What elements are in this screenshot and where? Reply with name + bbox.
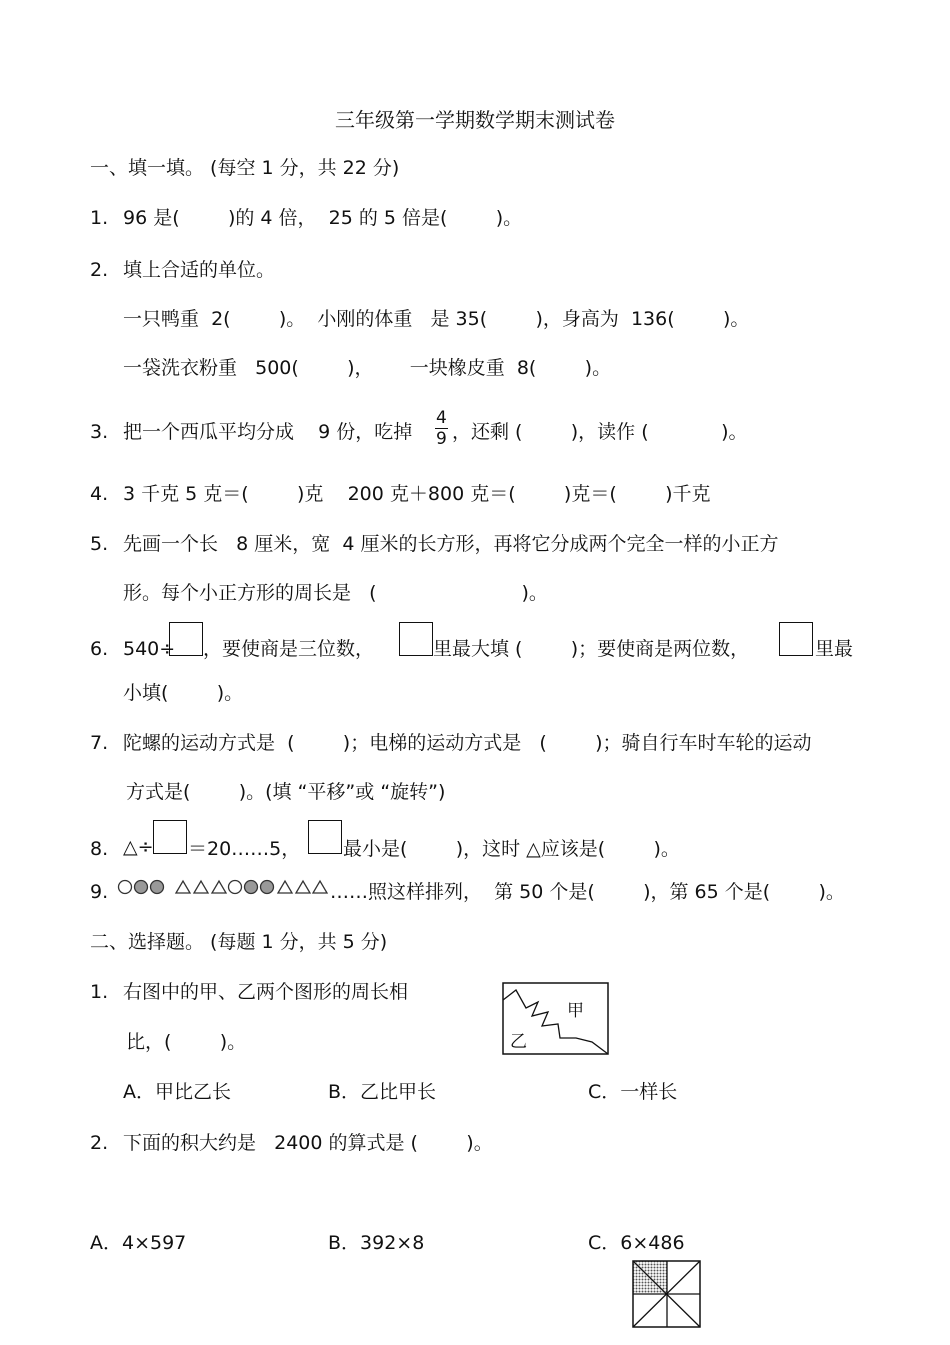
fraction-numerator: 4 [436, 408, 447, 428]
blank-box [153, 820, 187, 854]
q4-number: 4. [90, 483, 109, 505]
circle-filled-icon [151, 881, 164, 894]
circle-hollow-icon [119, 881, 132, 894]
c2-option-c: C．6×486 [588, 1232, 685, 1254]
q9-text: ……照这样排列， 第 50 个是( )，第 65 个是( )。 [330, 881, 845, 903]
blank-box [399, 622, 433, 656]
q6-line2: 小填( )。 [123, 682, 244, 704]
q1-text: 96 是( )的 4 倍， 25 的 5 倍是( )。 [123, 207, 523, 229]
q7-number: 7. [90, 732, 109, 754]
q7-line1: 陀螺的运动方式是 ( )；电梯的运动方式是 ( )；骑自行车时车轮的运动 [123, 732, 812, 754]
q3-text-pre: 把一个西瓜平均分成 9 份，吃掉 [123, 421, 413, 443]
q1-number: 1. [90, 207, 109, 229]
q2-line1: 一只鸭重 2( )。 小刚的体重 是 35( )，身高为 136( )。 [123, 308, 750, 330]
section-heading-choice: 二、选择题。 (每题 1 分，共 5 分) [90, 931, 388, 953]
blank-box [308, 820, 342, 854]
circle-filled-icon [245, 881, 258, 894]
circle-hollow-icon [229, 881, 242, 894]
c2-option-a: A．4×597 [90, 1232, 187, 1254]
page-title: 三年级第一学期数学期末测试卷 [335, 108, 615, 132]
q7-line2: 方式是( )。(填 “平移”或 “旋转”) [126, 781, 446, 803]
label-yi: 乙 [510, 1032, 527, 1052]
fraction-four-ninths [435, 408, 448, 449]
q8-number: 8. [90, 838, 109, 860]
q2-text: 填上合适的单位。 [123, 259, 276, 281]
c1-number: 1. [90, 981, 109, 1003]
triangle-icon [212, 881, 226, 893]
q6-number: 6. [90, 638, 109, 660]
triangle-icon [296, 881, 310, 893]
fraction-grid-figure [632, 1260, 702, 1328]
triangle-icon [194, 881, 208, 893]
q2-number: 2. [90, 259, 109, 281]
c1-option-c: C．一样长 [588, 1081, 678, 1103]
section-heading-fill: 一、填一填。 (每空 1 分，共 22 分) [90, 157, 400, 179]
circle-filled-icon [261, 881, 274, 894]
fraction-denominator: 9 [436, 429, 447, 449]
c2-text: 下面的积大约是 2400 的算式是 ( )。 [123, 1132, 493, 1154]
q3-number: 3. [90, 421, 109, 443]
q4-text: 3 千克 5 克＝( )克 200 克＋800 克＝( )克＝( )千克 [123, 483, 711, 505]
q5-line2: 形。每个小正方形的周长是 ( )。 [123, 582, 548, 604]
triangle-icon [278, 881, 292, 893]
label-jia: 甲 [567, 1001, 584, 1021]
c2-option-b: B．392×8 [328, 1232, 425, 1254]
blank-box [169, 622, 203, 656]
c1-option-b: B．乙比甲长 [328, 1081, 437, 1103]
q2-line2: 一袋洗衣粉重 500( )， 一块橡皮重 8( )。 [123, 357, 612, 379]
blank-box [779, 622, 813, 656]
q6-text-b: ，要使商是三位数， [203, 638, 375, 660]
q9-number: 9. [90, 881, 109, 903]
triangle-icon [176, 881, 190, 893]
q8-text-c: 最小是( )，这时 △应该是( )。 [343, 838, 680, 860]
q6-text-d: 里最 [815, 638, 854, 660]
c1-option-a: A．甲比乙长 [123, 1081, 231, 1103]
triangle-icon [313, 881, 327, 893]
c2-number: 2. [90, 1132, 109, 1154]
c1-line1: 右图中的甲、乙两个图形的周长相 [123, 981, 409, 1003]
q5-number: 5. [90, 533, 109, 555]
c1-line2: 比，( )。 [126, 1031, 247, 1053]
q8-text-b: ＝20……5， [188, 838, 301, 860]
q8-text-a: △÷ [123, 836, 154, 858]
shape-sequence [116, 878, 328, 896]
q3-text-post: ，还剩 ( )，读作 ( )。 [452, 421, 748, 443]
circle-filled-icon [135, 881, 148, 894]
q6-text-c: 里最大填 ( )；要使商是两位数， [433, 638, 750, 660]
q5-line1: 先画一个长 8 厘米，宽 4 厘米的长方形，再将它分成两个完全一样的小正方 [123, 533, 779, 555]
q6-dividend: 540÷ [123, 638, 176, 660]
